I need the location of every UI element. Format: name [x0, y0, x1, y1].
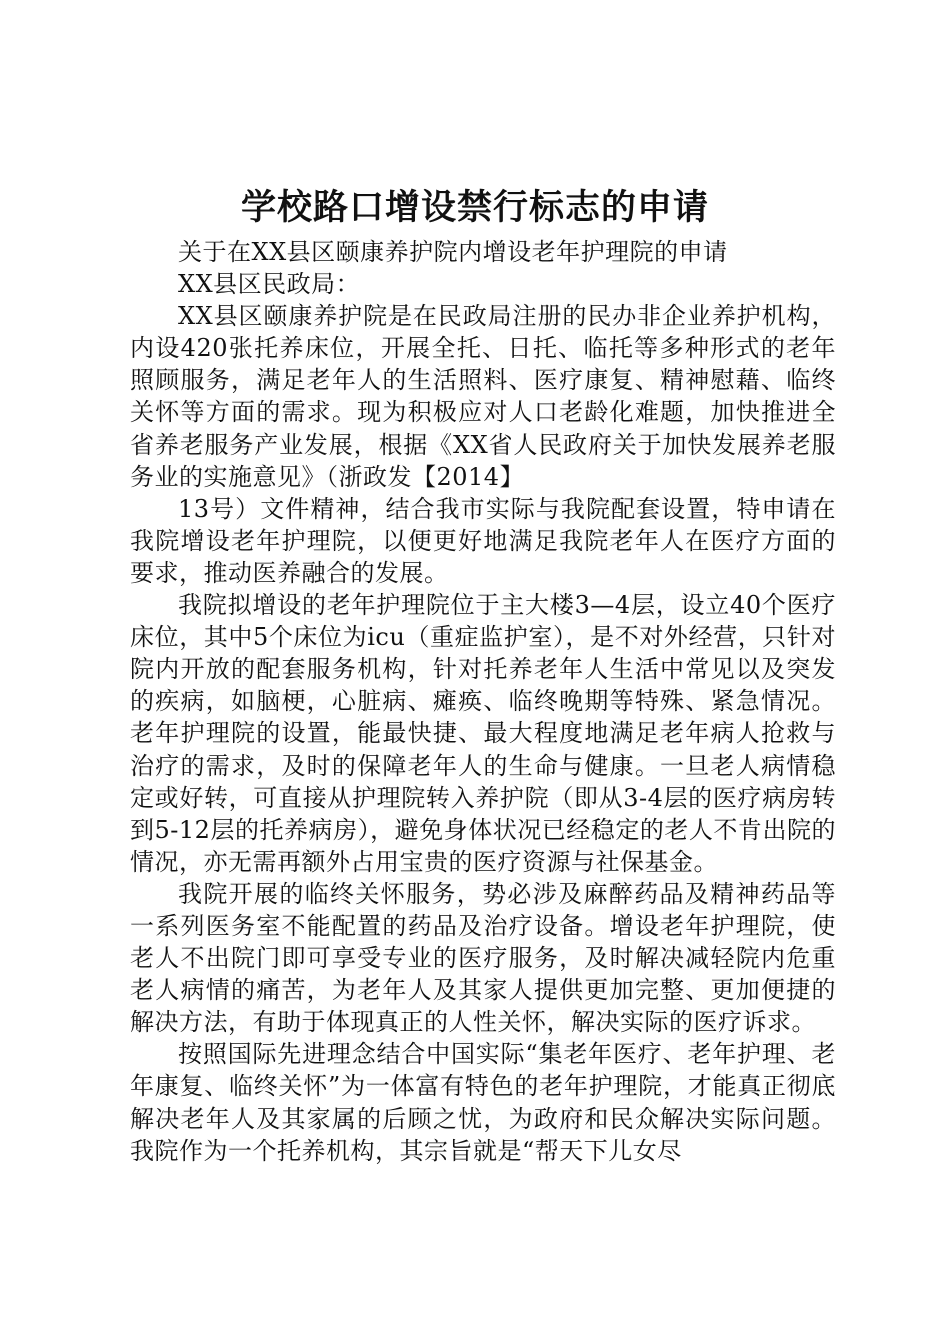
document-title: 学校路口增设禁行标志的申请 — [240, 188, 709, 228]
salutation: XX县区民政局： — [178, 270, 361, 299]
document-body — [130, 236, 836, 1167]
paragraph-4: 我院开展的临终关怀服务，势必涉及麻醉药品及精神药品等一系列医务室不能配置的药品及治疗设备。增设老年护理院，使老人不出院门即可享受专业的医疗服务，及时解决减轻院内危重老人病情的痛苦，为老年人及其家人提供更加完整、更加便捷的解决方法，有助于体现真正的人性关怀，解决实际的医疗诉求。 — [130, 879, 836, 1037]
paragraph-5: 按照国际先进理念结合中国实际“集老年医疗、老年护理、老年康复、临终关怀”为一体富有特色的老年护理院，才能真正彻底解决老年人及其家属的后顾之忧，为政府和民众解决实际问题。我院作为一个托养机构，其宗旨就是“帮天下儿女尽 — [130, 1040, 836, 1165]
paragraph-1: XX县区颐康养护院是在民政局注册的民办非企业养护机构，内设420张托养床位，开展全托、日托、临托等多种形式的老年照顾服务，满足老年人的生活照料、医疗康复、精神慰藉、临终关怀等方面的需求。现为积极应对人口老龄化难题，加快推进全省养老服务产业发展，根据《XX省人民政府关于加快发展养老服务业的实施意见》（浙政发【2014】 — [130, 302, 836, 491]
paragraph-3: 我院拟增设的老年护理院位于主大楼3—4层，设立40个医疗床位，其中5个床位为icu（重症监护室），是不对外经营，只针对院内开放的配套服务机构，针对托养老年人生活中常见以及突发的疾病，如脑梗，心脏病、瘫痪、临终晚期等特殊、紧急情况。老年护理院的设置，能最快捷、最大程度地满足老年病人抢救与治疗的需求，及时的保障老年人的生命与健康。一旦老人病情稳定或好转，可直接从护理院转入养护院（即从3-4层的医疗病房转到5-12层的托养病房），避免身体状况已经稳定的老人不肯出院的情况，亦无需再额外占用宝贵的医疗资源与社保基金。 — [130, 591, 836, 876]
document-subtitle: 关于在XX县区颐康养护院内增设老年护理院的申请 — [178, 238, 728, 266]
paragraph-2: 13号）文件精神，结合我市实际与我院配套设置，特申请在我院增设老年护理院，以便更好地满足我院老年人在医疗方面的要求，推动医养融合的发展。 — [130, 494, 836, 587]
